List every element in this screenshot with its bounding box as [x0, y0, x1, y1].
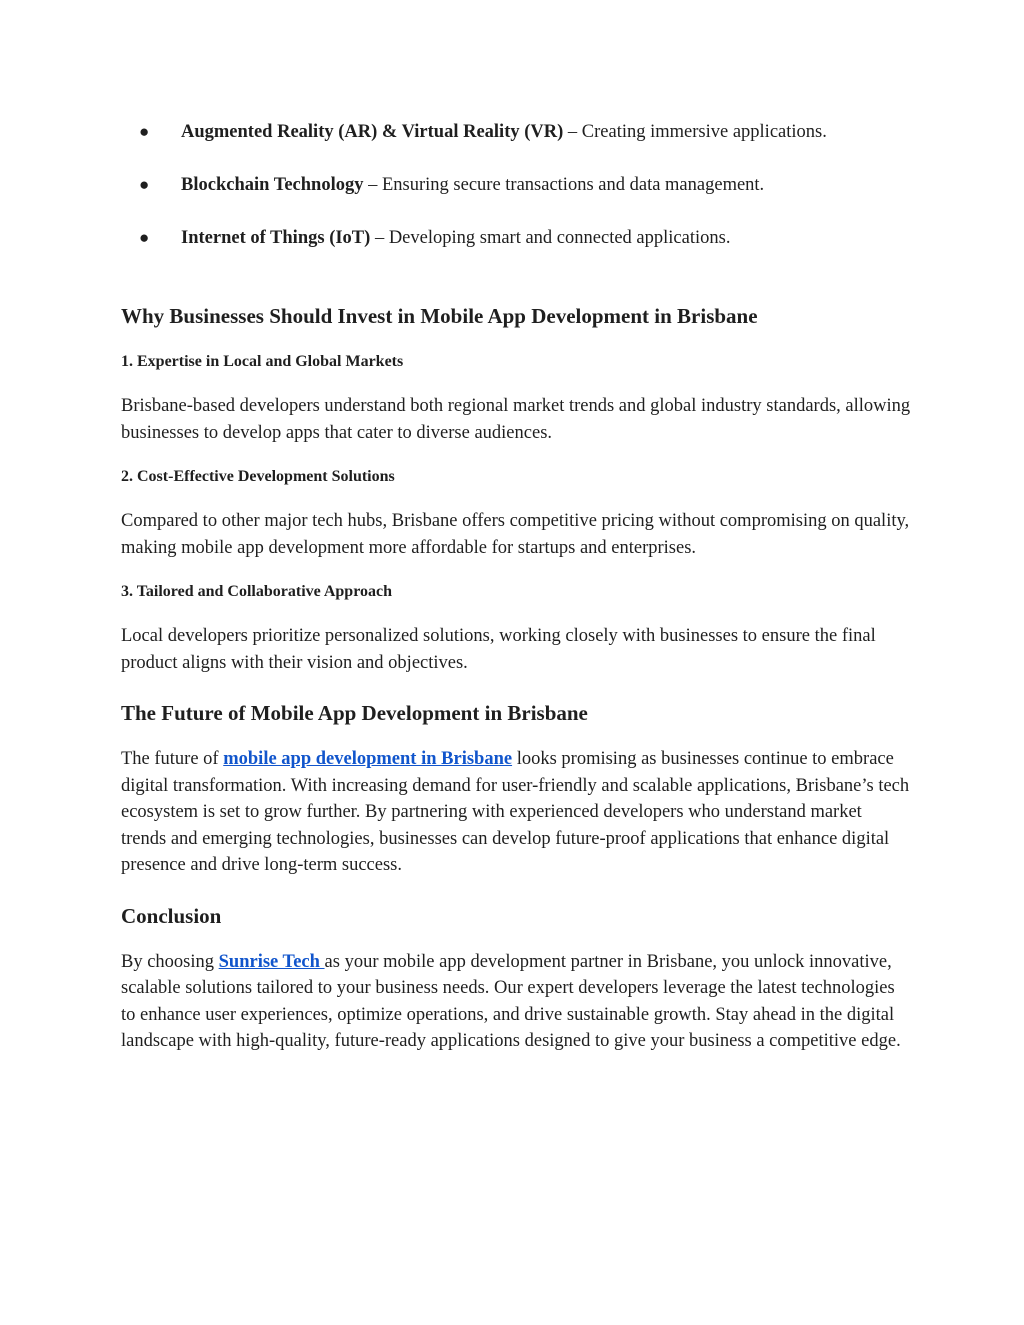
tailored-approach-subheading: 3. Tailored and Collaborative Approach — [121, 583, 393, 600]
bullet-term: Blockchain Technology — [181, 175, 364, 195]
future-text-after: looks promising as businesses continue to embrace digital transformation. With increasing demand for user-friendly and scalable applications, Brisbane’s tech ecosystem is set to grow further. By partnering with experienced developers who understand market trends and emerging technologies, businesses can develop future-proof applications that enhance digital presence and drive long-term success. — [121, 749, 910, 875]
cost-effective-subheading: 2. Cost-Effective Development Solutions — [121, 468, 395, 485]
future-paragraph — [121, 746, 911, 879]
bullet-description: – Developing smart and connected applications. — [370, 228, 731, 248]
future-heading: The Future of Mobile App Development in Brisbane — [121, 701, 588, 725]
mobile-app-development-link[interactable]: mobile app development in Brisbane — [223, 749, 513, 769]
technology-bullet-list — [121, 118, 911, 252]
list-item — [121, 118, 911, 146]
bullet-icon: ● — [139, 122, 150, 141]
document-body — [121, 118, 911, 1055]
bullet-icon: ● — [139, 175, 150, 194]
future-text-before: The future of — [121, 749, 224, 769]
conclusion-paragraph — [121, 949, 911, 1055]
list-item — [121, 171, 911, 199]
why-invest-heading: Why Businesses Should Invest in Mobile App Development in Brisbane — [121, 304, 758, 328]
expertise-paragraph: Brisbane-based developers understand both regional market trends and global industry standards, allowing businesses to develop apps that cater to diverse audiences. — [121, 396, 911, 443]
cost-effective-paragraph: Compared to other major tech hubs, Brisbane offers competitive pricing without compromising on quality, making mobile app development more affordable for startups and enterprises. — [121, 511, 910, 558]
bullet-icon: ● — [139, 228, 150, 247]
conclusion-text-before: By choosing — [121, 951, 219, 972]
list-item — [121, 224, 911, 252]
conclusion-heading: Conclusion — [121, 903, 222, 928]
tailored-approach-paragraph: Local developers prioritize personalized solutions, working closely with businesses to ensure the final product aligns with their vision and objectives. — [121, 626, 876, 673]
expertise-subheading: 1. Expertise in Local and Global Markets — [121, 353, 404, 370]
bullet-description: – Creating immersive applications. — [563, 122, 827, 142]
bullet-term: Augmented Reality (AR) & Virtual Reality (VR) — [181, 122, 564, 142]
bullet-term: Internet of Things (IoT) — [181, 228, 371, 248]
bullet-description: – Ensuring secure transactions and data management. — [363, 175, 765, 195]
conclusion-text-after: as your mobile app development partner in Brisbane, you unlock innovative, scalable solutions tailored to your business needs. Our expert developers leverage the latest technologies to enhance user experiences, optimize operations, and drive sustainable growth. Stay ahead in the digital landscape with high-quality, future-ready applications designed to give your business a competitive edge. — [121, 951, 901, 1051]
sunrise-tech-link[interactable]: Sunrise Tech — [218, 951, 325, 972]
